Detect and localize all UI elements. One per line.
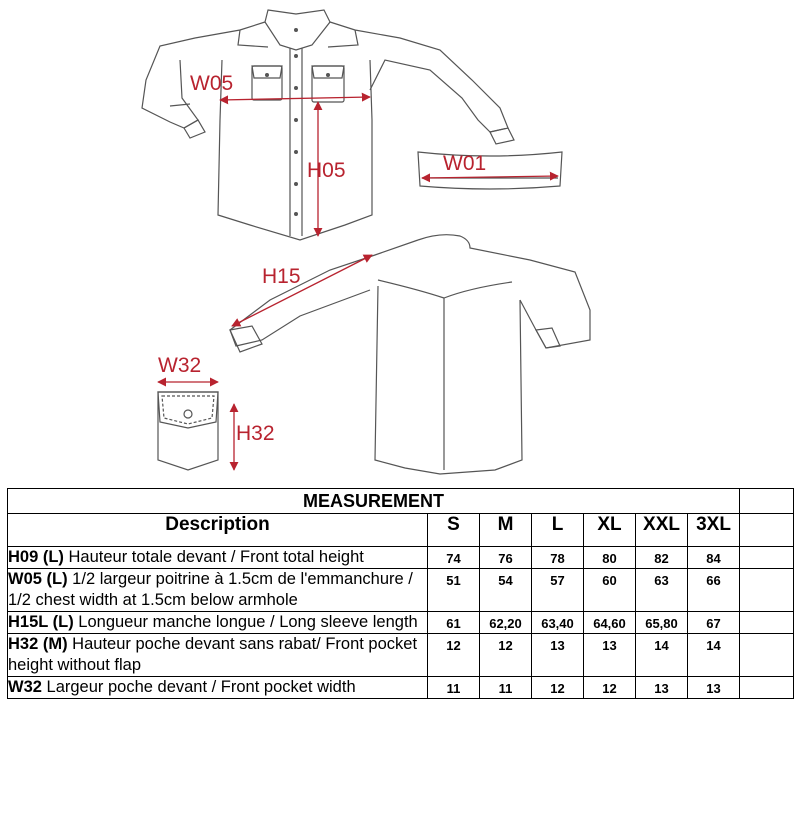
description-header: Description bbox=[8, 514, 428, 547]
row-value: 11 bbox=[480, 677, 532, 699]
label-w01: W01 bbox=[443, 152, 487, 175]
row-value: 84 bbox=[688, 547, 740, 569]
row-value: 12 bbox=[428, 634, 480, 677]
table-row bbox=[8, 547, 794, 569]
label-w05: W05 bbox=[190, 72, 234, 95]
size-header: XXL bbox=[636, 514, 688, 547]
label-w32: W32 bbox=[158, 354, 202, 377]
row-text: Hauteur poche devant sans rabat/ Front pocket height without flap bbox=[8, 635, 418, 674]
size-header: 3XL bbox=[688, 514, 740, 547]
row-value bbox=[740, 612, 794, 634]
row-description bbox=[8, 612, 428, 634]
row-value bbox=[740, 677, 794, 699]
row-value: 64,60 bbox=[584, 612, 636, 634]
row-value: 82 bbox=[636, 547, 688, 569]
row-code: W05 (L) bbox=[8, 570, 68, 588]
row-value: 13 bbox=[584, 634, 636, 677]
label-h05: H05 bbox=[307, 159, 346, 182]
size-header: XL bbox=[584, 514, 636, 547]
row-text: Longueur manche longue / Long sleeve length bbox=[73, 613, 418, 631]
row-value: 61 bbox=[428, 612, 480, 634]
row-value: 14 bbox=[688, 634, 740, 677]
row-value: 57 bbox=[532, 569, 584, 612]
row-value: 63,40 bbox=[532, 612, 584, 634]
row-value: 11 bbox=[428, 677, 480, 699]
row-code: H15L (L) bbox=[8, 613, 74, 631]
row-description bbox=[8, 634, 428, 677]
row-value: 13 bbox=[636, 677, 688, 699]
size-header: M bbox=[480, 514, 532, 547]
row-description bbox=[8, 547, 428, 569]
row-value: 78 bbox=[532, 547, 584, 569]
row-value: 74 bbox=[428, 547, 480, 569]
row-description bbox=[8, 569, 428, 612]
row-value: 65,80 bbox=[636, 612, 688, 634]
row-value: 80 bbox=[584, 547, 636, 569]
table-row bbox=[8, 612, 794, 634]
row-value bbox=[740, 569, 794, 612]
size-header: L bbox=[532, 514, 584, 547]
table-row bbox=[8, 634, 794, 677]
row-value: 12 bbox=[532, 677, 584, 699]
row-value: 66 bbox=[688, 569, 740, 612]
pocket-drawing bbox=[158, 392, 218, 470]
size-header bbox=[740, 514, 794, 547]
row-text: Hauteur totale devant / Front total height bbox=[63, 548, 364, 566]
row-value: 62,20 bbox=[480, 612, 532, 634]
row-value: 76 bbox=[480, 547, 532, 569]
row-description bbox=[8, 677, 428, 699]
front-buttons bbox=[265, 28, 330, 216]
measurement-table bbox=[7, 488, 794, 699]
row-value: 12 bbox=[584, 677, 636, 699]
row-value: 67 bbox=[688, 612, 740, 634]
table-row bbox=[8, 677, 794, 699]
row-text: 1/2 largeur poitrine à 1.5cm de l'emmanchure / 1/2 chest width at 1.5cm below armhole bbox=[8, 570, 413, 609]
collar-drawing bbox=[418, 152, 562, 189]
row-code: H32 (M) bbox=[8, 635, 68, 653]
row-value: 14 bbox=[636, 634, 688, 677]
row-value bbox=[740, 634, 794, 677]
row-value: 54 bbox=[480, 569, 532, 612]
row-value: 13 bbox=[688, 677, 740, 699]
row-code: H09 (L) bbox=[8, 548, 64, 566]
row-value: 51 bbox=[428, 569, 480, 612]
row-value: 60 bbox=[584, 569, 636, 612]
row-value: 12 bbox=[480, 634, 532, 677]
label-h15: H15 bbox=[262, 265, 301, 288]
size-header: S bbox=[428, 514, 480, 547]
row-text: Largeur poche devant / Front pocket width bbox=[41, 678, 356, 696]
table-row bbox=[8, 569, 794, 612]
shirt-front-drawing bbox=[142, 10, 514, 240]
label-h32: H32 bbox=[236, 422, 275, 445]
row-value: 63 bbox=[636, 569, 688, 612]
table-title-blank bbox=[740, 489, 794, 514]
row-value bbox=[740, 547, 794, 569]
row-code: W32 bbox=[8, 678, 42, 696]
row-value: 13 bbox=[532, 634, 584, 677]
table-title: MEASUREMENT bbox=[8, 489, 740, 514]
